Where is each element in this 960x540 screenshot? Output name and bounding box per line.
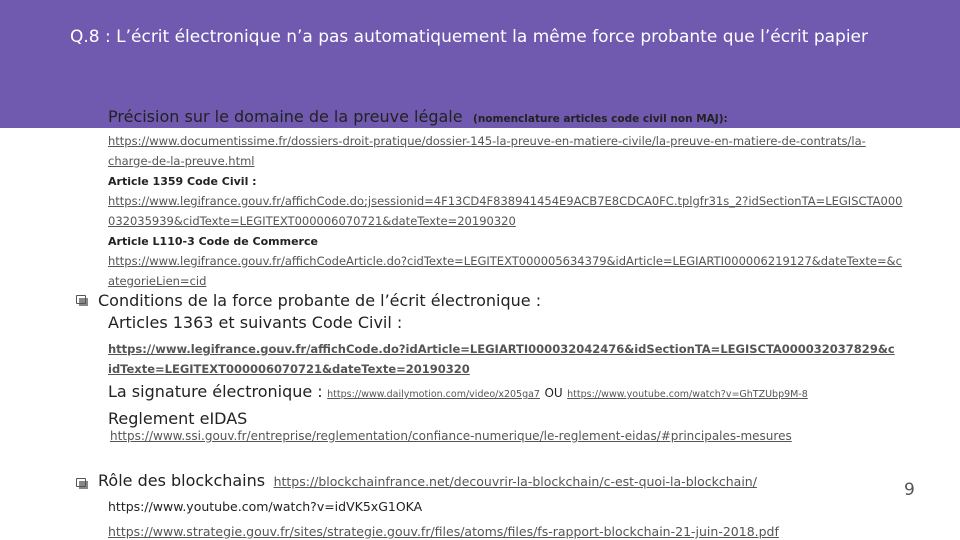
article-l110-3-label: Article L110-3 Code de Commerce [108, 235, 318, 248]
articles-1363-label: Articles 1363 et suivants Code Civil : [108, 313, 403, 332]
section-heading: Rôle des blockchains [98, 471, 266, 490]
blockchainfrance-link[interactable]: https://blockchainfrance.net/decouvrir-la-blockchain/c-est-quoi-la-blockchain/ [273, 474, 757, 489]
youtube-signature-link[interactable]: https://www.youtube.com/watch?v=GhTZUbp9M-8 [567, 389, 808, 400]
section-blockchains [98, 470, 898, 539]
or-text: OU [544, 386, 563, 400]
section-force-probante [98, 290, 898, 443]
ssi-eidas-link[interactable]: https://www.ssi.gouv.fr/entreprise/reglementation/confiance-numerique/le-reglement-eidas/#principales-mesures [110, 429, 792, 443]
bullet-icon [76, 295, 86, 304]
strategie-report-link[interactable]: https://www.strategie.gouv.fr/sites/strategie.gouv.fr/files/atoms/files/fs-rapport-blockchain-21-juin-2018.pdf [108, 524, 779, 539]
reglement-eidas-label: Reglement eIDAS [108, 409, 248, 428]
signature-label: La signature électronique : [108, 382, 323, 401]
dailymotion-link[interactable]: https://www.dailymotion.com/video/x205ga7 [327, 389, 540, 400]
section-note: (nomenclature articles code civil non MAJ): [473, 113, 728, 125]
legifrance-link-l110-3[interactable]: https://www.legifrance.gouv.fr/affichCodeArticle.do?cidTexte=LEGITEXT000005634379&idArticle=LEGIARTI000006219127&dateTexte=&categorieLien=cid [108, 254, 902, 288]
legifrance-link-1363[interactable]: https://www.legifrance.gouv.fr/affichCode.do?idArticle=LEGIARTI000032042476&idSectionTA=LEGISCTA000032037829&cidTexte=LEGITEXT000006070721&dateTexte=20190320 [108, 342, 895, 376]
legifrance-link-1359[interactable]: https://www.legifrance.gouv.fr/affichCode.do;jsessionid=4F13CD4F838941454E9ACB7E8CDCA0FC.tplgfr31s_2?idSectionTA=LEGISCTA000032035939&cidTexte=LEGITEXT000006070721&dateTexte=20190320 [108, 194, 903, 228]
documentissime-link[interactable]: https://www.documentissime.fr/dossiers-droit-pratique/dossier-145-la-preuve-en-matiere-civile/la-preuve-en-matiere-de-contrats/la-charge-de-la-preuve.html [108, 134, 866, 168]
section-heading: Conditions de la force probante de l’écrit électronique : [98, 291, 542, 310]
bullet-icon [76, 478, 86, 487]
section-preuve-legale [108, 104, 908, 292]
article-1359-label: Article 1359 Code Civil : [108, 175, 257, 188]
section-heading: Précision sur le domaine de la preuve légale [108, 107, 463, 126]
page-number: 9 [904, 480, 915, 500]
youtube-blockchain-url: https://www.youtube.com/watch?v=idVK5xG1OKA [108, 499, 423, 514]
slide-title: Q.8 : L’écrit électronique n’a pas automatiquement la même force probante que l’écrit papier [70, 27, 869, 47]
